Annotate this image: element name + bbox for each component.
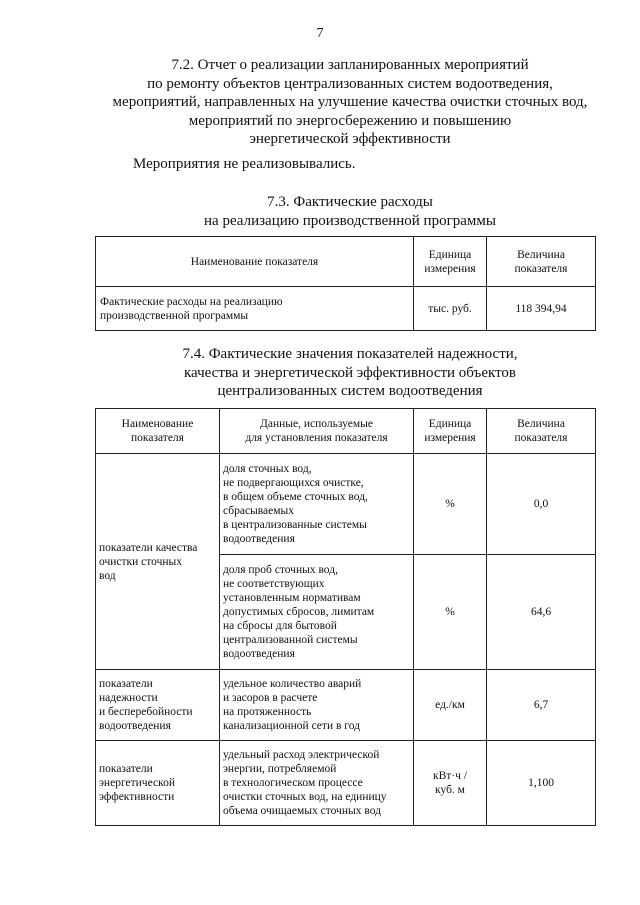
- row-data: удельное количество аварий и засоров в расчете на протяженность канализационной сети в год: [220, 670, 414, 741]
- table-row: [96, 454, 596, 555]
- header-value: Величина показателя: [487, 237, 596, 287]
- row-name: Фактические расходы на реализацию производственной программы: [96, 287, 414, 331]
- row-data: доля проб сточных вод, не соответствующих установленным нормативам допустимых сбросов, лимитам на сбросы для бытовой централизованной системы водоотведения: [220, 555, 414, 670]
- row-value: 64,6: [487, 555, 596, 670]
- section-7-2-title: 7.2. Отчет о реализации запланированных мероприятий по ремонту объектов централизованных систем водоотведения, мероприятий, направленных на улучшение качества очистки сточных вод, мероприятий по энергосбережению и повышению энергетической эффективности: [112, 57, 588, 147]
- expenses-table: [95, 236, 596, 331]
- header-unit: Единица измерения: [414, 237, 487, 287]
- page-number: 7: [316, 26, 324, 41]
- row-unit: тыс. руб.: [414, 287, 487, 331]
- row-data: удельный расход электрической энергии, потребляемой в технологическом процессе очистки сточных вод, на единицу объема очищаемых сточных вод: [220, 741, 414, 826]
- table-header-row: [96, 409, 596, 454]
- header-unit: Единица измерения: [414, 409, 487, 454]
- section-7-4-title: 7.4. Фактические значения показателей надежности, качества и энергетической эффективности объектов централизованных систем водоотведения: [182, 346, 518, 399]
- row-data: доля сточных вод, не подвергающихся очистке, в общем объеме сточных вод, сбрасываемых в централизованные системы водоотведения: [220, 454, 414, 555]
- header-value: Величина показателя: [487, 409, 596, 454]
- table-row: [96, 287, 596, 331]
- indicators-table: [95, 408, 596, 826]
- header-indicator-name: Наименование показателя: [96, 237, 414, 287]
- group-name-energy: показатели энергетической эффективности: [96, 741, 220, 826]
- header-indicator-name: Наименование показателя: [96, 409, 220, 454]
- row-unit: %: [414, 454, 487, 555]
- row-unit: ед./км: [414, 670, 487, 741]
- row-value: 0,0: [487, 454, 596, 555]
- table-row: [96, 741, 596, 826]
- header-data-used: Данные, используемые для установления показателя: [220, 409, 414, 454]
- row-unit: кВт·ч / куб. м: [414, 741, 487, 826]
- section-7-3-title: 7.3. Фактические расходы на реализацию производственной программы: [204, 194, 496, 229]
- group-name-reliability: показатели надежности и бесперебойности водоотведения: [96, 670, 220, 741]
- row-unit: %: [414, 555, 487, 670]
- group-name-quality: показатели качества очистки сточных вод: [96, 454, 220, 670]
- table-row: [96, 670, 596, 741]
- row-value: 6,7: [487, 670, 596, 741]
- section-7-2-body: Мероприятия не реализовывались.: [133, 156, 356, 172]
- row-value: 1,100: [487, 741, 596, 826]
- row-value: 118 394,94: [487, 287, 596, 331]
- table-header-row: [96, 237, 596, 287]
